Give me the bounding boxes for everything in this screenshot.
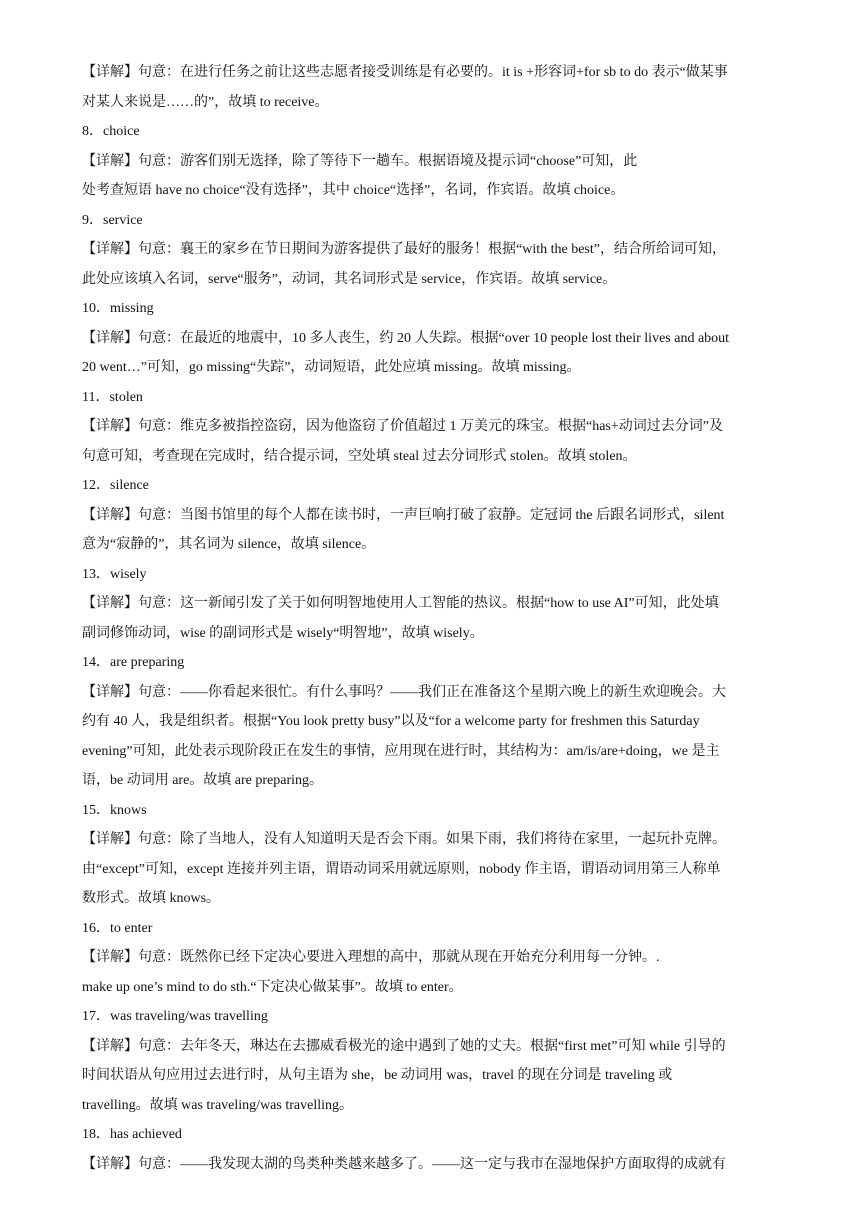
answer-item-12: 12．silence (82, 478, 149, 493)
text-line: evening”可知，此处表示现阶段正在发生的事情，应用现在进行时，其结构为：am/is/are+doing，we 是主 (82, 743, 720, 759)
text-line: 副词修饰动词，wise 的副词形式是 wisely“明智地”，故填 wisely。 (82, 625, 484, 641)
answer-item-9: 9．service (82, 212, 143, 228)
text-line: 此处应该填入名词，serve“服务”，动词，其名词形式是 service，作宾语。故填 service。 (82, 271, 617, 287)
text-line: 【详解】句意：去年冬天，琳达在去挪威看极光的途中遇到了她的丈夫。根据“first met”可知 while 引导的 (82, 1038, 726, 1054)
text-line: 【详解】句意：既然你已经下定决心要进入理想的高中，那就从现在开始充分利用每一分钟。. (82, 950, 660, 965)
text-line: 对某人来说是……的”，故填 to receive。 (82, 94, 329, 110)
text-line: 【详解】句意：这一新闻引发了关于如何明智地使用人工智能的热议。根据“how to use AI”可知，此处填 (82, 596, 719, 611)
text-line: 20 went…”可知，go missing“失踪”，动词短语，此处应填 missing。故填 missing。 (82, 360, 581, 375)
text-line: 【详解】句意：在最近的地震中，10 多人丧生，约 20 人失踪。根据“over 10 people lost their lives and about (82, 330, 730, 346)
answer-item-16: 16．to enter (82, 920, 153, 936)
text-line: 约有 40 人，我是组织者。根据“You look pretty busy”以及“for a welcome party for freshmen this Saturday (82, 714, 700, 729)
answer-explanations (82, 58, 782, 1179)
answer-item-11: 11．stolen (82, 389, 143, 405)
text-line: travelling。故填 was traveling/was travelling。 (82, 1097, 353, 1113)
answer-item-15: 15．knows (82, 802, 147, 818)
answer-item-14: 14．are preparing (82, 655, 185, 670)
answer-item-17: 17．was traveling/was travelling (82, 1009, 268, 1024)
text-line: 语，be 动词用 are。故填 are preparing。 (82, 773, 324, 788)
text-line: 数形式。故填 knows。 (82, 891, 221, 906)
text-line: 【详解】句意：在进行任务之前让这些志愿者接受训练是有必要的。it is +形容词+for sb to do 表示“做某事 (82, 65, 728, 80)
text-line: 【详解】句意：当图书馆里的每个人都在读书时，一声巨响打破了寂静。定冠词 the 后跟名词形式，silent (82, 507, 725, 523)
text-line: make up one’s mind to do sth.“下定决心做某事”。故填 to enter。 (82, 979, 463, 995)
text-line: 【详解】句意：——我发现太湖的鸟类种类越来越多了。——这一定与我市在湿地保护方面取得的成就有 (82, 1156, 726, 1172)
answer-item-13: 13．wisely (82, 566, 147, 582)
text-line: 意为“寂静的”，其名词为 silence，故填 silence。 (82, 537, 376, 552)
text-line: 【详解】句意：——你看起来很忙。有什么事吗？——我们正在准备这个星期六晚上的新生欢迎晚会。大 (82, 684, 726, 700)
text-line: 时间状语从句应用过去进行时，从句主语为 she，be 动词用 was，travel 的现在分词是 traveling 或 (82, 1068, 673, 1083)
text-line: 句意可知，考查现在完成时，结合提示词，空处填 steal 过去分词形式 stolen。故填 stolen。 (82, 448, 637, 464)
text-line: 【详解】句意：襄王的家乡在节日期间为游客提供了最好的服务！根据“with the best”，结合所给词可知， (82, 242, 726, 257)
text-line: 【详解】句意：游客们别无选择，除了等待下一趟车。根据语境及提示词“choose”可知，此 (82, 153, 638, 169)
text-line: 【详解】句意：除了当地人，没有人知道明天是否会下雨。如果下雨，我们将待在家里，一起玩扑克牌。 (82, 832, 726, 847)
answer-item-18: 18．has achieved (82, 1127, 182, 1142)
text-line: 【详解】句意：维克多被指控盗窃，因为他盗窃了价值超过 1 万美元的珠宝。根据“has+动词过去分词”及 (82, 419, 723, 434)
text-line: 由“except”可知，except 连接并列主语，谓语动词采用就远原则，nobody 作主语，谓语动词用第三人称单 (82, 861, 721, 877)
answer-item-8: 8．choice (82, 124, 140, 139)
text-line: 处考查短语 have no choice“没有选择”，其中 choice“选择”，名词，作宾语。故填 choice。 (82, 183, 625, 198)
answer-item-10: 10．missing (82, 301, 154, 316)
